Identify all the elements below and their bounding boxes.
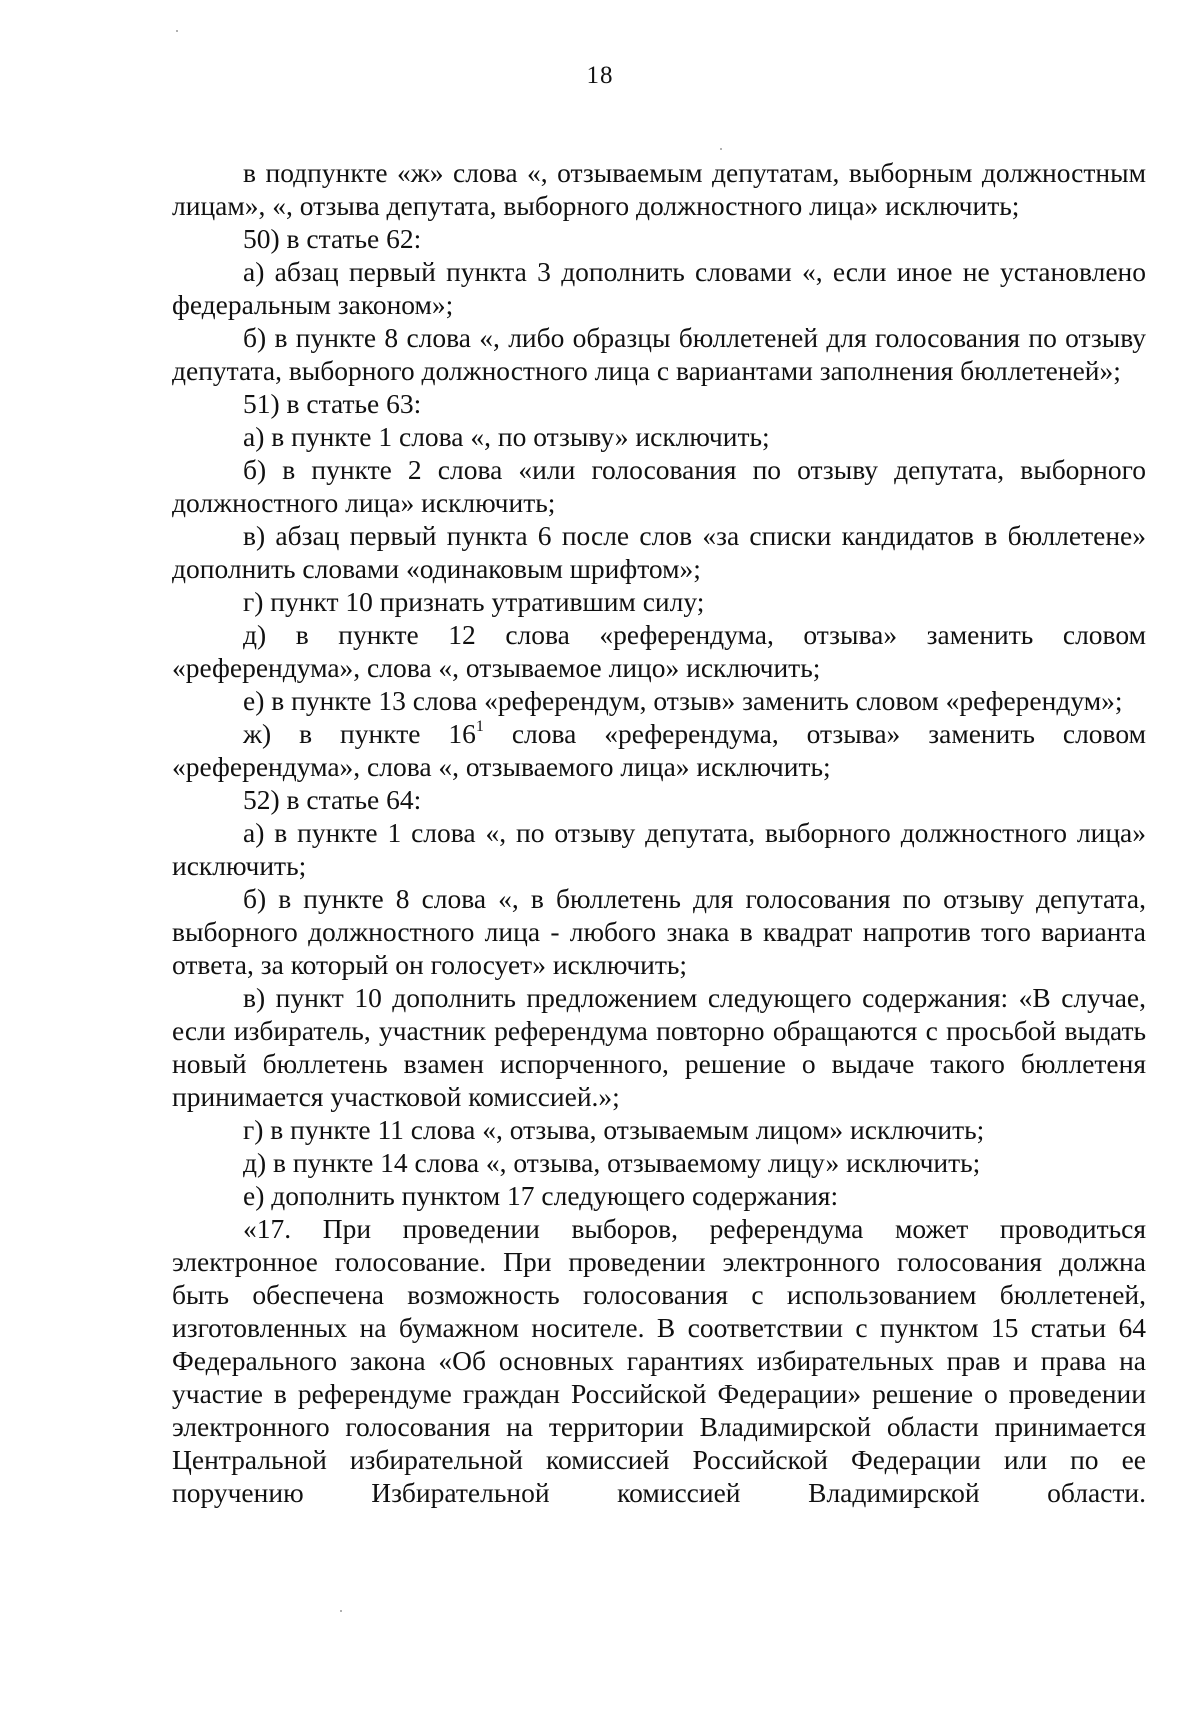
paragraph-part: слова «референдума, отзыва» заменить словом «референдума», слова «, отзываемого лица» исключить; (172, 718, 1146, 782)
document-body (172, 156, 1146, 1509)
paragraph: е) в пункте 13 слова «референдум, отзыв» заменить словом «референдум»; (243, 685, 1123, 716)
paragraph: г) пункт 10 признать утратившим силу; (243, 586, 705, 617)
scan-speck (340, 1610, 342, 1612)
paragraph: а) в пункте 1 слова «, по отзыву» исключить; (243, 421, 770, 452)
paragraph: 51) в статье 63: (243, 388, 422, 419)
paragraph: в) абзац первый пункта 6 после слов «за списки кандидатов в бюллетене» дополнить словами «одинаковым шрифтом»; (172, 520, 1146, 584)
paragraph: а) в пункте 1 слова «, по отзыву депутата, выборного должностного лица» исключить; (172, 817, 1146, 881)
scan-speck (176, 30, 178, 32)
superscript: 1 (475, 718, 484, 735)
paragraph: 50) в статье 62: (243, 223, 422, 254)
paragraph: в подпункте «ж» слова «, отзываемым депутатам, выборным должностным лицам», «, отзыва депутата, выборного должностного лица» исключить; (172, 157, 1146, 221)
paragraph-with-superscript (172, 717, 1146, 783)
paragraph: д) в пункте 14 слова «, отзыва, отзываемому лицу» исключить; (243, 1147, 981, 1178)
paragraph: в) пункт 10 дополнить предложением следующего содержания: «В случае, если избиратель, участник референдума повторно обращаются с просьбой выдать новый бюллетень взамен испорченного, решение о выдаче такого бюллетеня принимается участковой комиссией.»; (172, 982, 1146, 1112)
paragraph: б) в пункте 2 слова «или голосования по отзыву депутата, выборного должностного лица» исключить; (172, 454, 1146, 518)
scan-speck (720, 148, 722, 150)
paragraph: а) абзац первый пункта 3 дополнить словами «, если иное не установлено федеральным законом»; (172, 256, 1146, 320)
paragraph: д) в пункте 12 слова «референдума, отзыва» заменить словом «референдума», слова «, отзываемое лицо» исключить; (172, 619, 1146, 683)
paragraph: «17. При проведении выборов, референдума может проводиться электронное голосование. При проведении электронного голосования должна быть обеспечена возможность голосования с использованием бюллетеней, изготовленных на бумажном носителе. В соответствии с пунктом 15 статьи 64 Федерального закона «Об основных гарантиях избирательных прав и права на участие в референдуме граждан Российской Федерации» решение о проведении электронного голосования на территории Владимирской области принимается Центральной избирательной комиссией Российской Федерации или по ее поручению Избирательной комиссией Владимирской области. (172, 1213, 1146, 1508)
paragraph: 52) в статье 64: (243, 784, 422, 815)
page-number: 18 (586, 62, 614, 89)
paragraph: б) в пункте 8 слова «, в бюллетень для голосования по отзыву депутата, выборного должностного лица - любого знака в квадрат напротив того варианта ответа, за который он голосует» исключить; (172, 883, 1146, 980)
paragraph: е) дополнить пунктом 17 следующего содержания: (243, 1180, 839, 1211)
paragraph: г) в пункте 11 слова «, отзыва, отзываемым лицом» исключить; (243, 1114, 985, 1145)
paragraph-part: ж) в пункте 16 (243, 718, 476, 749)
paragraph: б) в пункте 8 слова «, либо образцы бюллетеней для голосования по отзыву депутата, выборного должностного лица с вариантами заполнения бюллетеней»; (172, 322, 1146, 386)
